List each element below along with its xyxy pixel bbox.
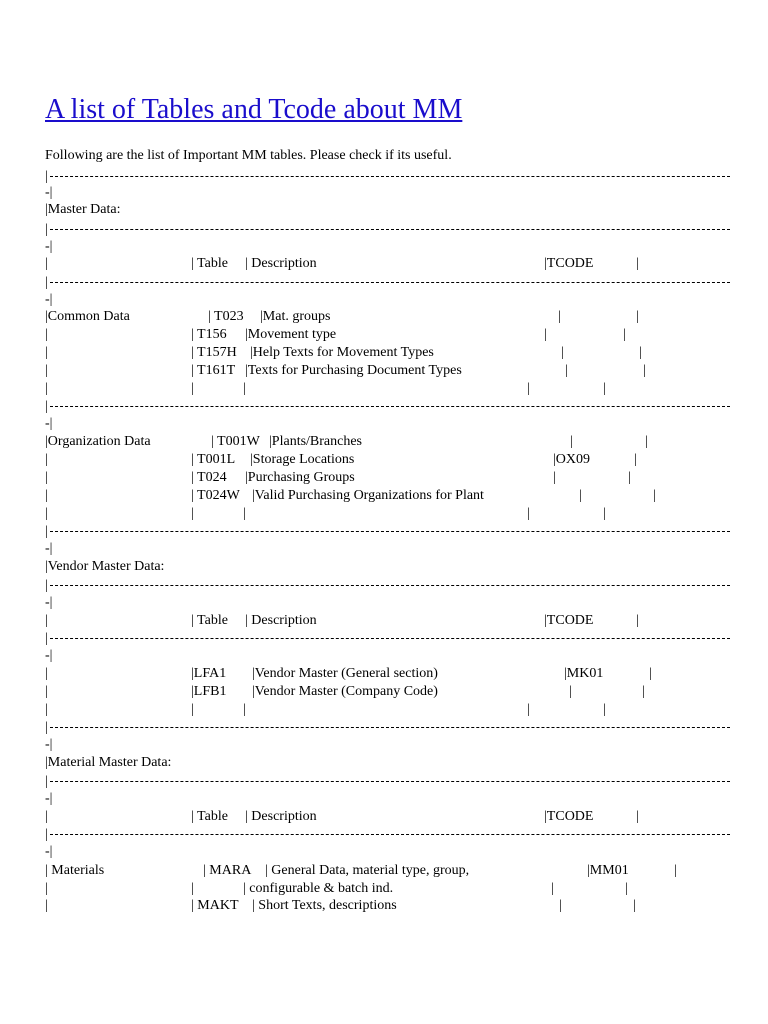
table-cell: | T157H	[191, 345, 237, 360]
table-cell: |LFB1	[191, 684, 227, 699]
separator-start: |	[45, 222, 48, 237]
separator-start: |	[45, 720, 48, 735]
table-cell: | Materials	[45, 863, 105, 878]
table-cell: |Material Master Data:	[45, 755, 172, 770]
table-cell: |	[570, 434, 573, 449]
table-cell: | T024	[191, 470, 227, 485]
table-cell: |	[559, 898, 562, 913]
table-cell: |	[569, 684, 572, 699]
table-cell: |Vendor Master (General section)	[252, 666, 438, 681]
separator-end	[45, 415, 730, 433]
separator-end-text: -|	[45, 292, 53, 307]
dashed-separator	[45, 398, 730, 416]
table-row	[45, 558, 730, 576]
table-cell: | MARA	[203, 863, 252, 878]
table-cell: |	[45, 881, 48, 896]
separator-start: |	[45, 275, 48, 290]
separator-rule	[50, 282, 730, 283]
table-cell: |	[243, 506, 246, 521]
table-cell: |	[633, 898, 636, 913]
table-cell: |Vendor Master Data:	[45, 559, 165, 574]
dashed-separator	[45, 630, 730, 648]
table-cell: |	[527, 381, 530, 396]
separator-end-text: -|	[45, 737, 53, 752]
table-cell: | T156	[191, 327, 227, 342]
table-cell: | T001L	[191, 452, 236, 467]
table-cell: |	[45, 702, 48, 717]
table-cell: |	[45, 898, 48, 913]
separator-end-text: -|	[45, 185, 53, 200]
table-cell: |	[645, 434, 648, 449]
separator-end-text: -|	[45, 541, 53, 556]
table-cell: |	[565, 363, 568, 378]
separator-rule	[50, 834, 730, 835]
table-cell: |	[45, 470, 48, 485]
separator-rule	[50, 406, 730, 407]
table-cell: |Common Data	[45, 309, 130, 324]
table-cell: | Table	[191, 613, 228, 628]
table-cell: |	[45, 327, 48, 342]
table-cell: |	[191, 506, 194, 521]
table-cell: |Storage Locations	[250, 452, 355, 467]
table-row	[45, 754, 730, 772]
table-cell: |	[45, 488, 48, 503]
separator-end-text: -|	[45, 844, 53, 859]
table-cell: |Mat. groups	[260, 309, 331, 324]
table-cell: |	[191, 881, 194, 896]
table-cell: |	[45, 613, 48, 628]
dashed-separator	[45, 826, 730, 844]
intro-text: Following are the list of Important MM tables. Please check if its useful.	[45, 148, 452, 163]
table-row	[45, 255, 730, 273]
table-cell: |	[558, 309, 561, 324]
table-cell: |	[636, 309, 639, 324]
table-cell: | Description	[245, 613, 317, 628]
table-cell: |	[653, 488, 656, 503]
table-cell: | T023	[208, 309, 244, 324]
table-cell: |	[603, 381, 606, 396]
separator-start: |	[45, 169, 48, 184]
separator-rule	[50, 229, 730, 230]
dashed-separator	[45, 221, 730, 239]
table-cell: |	[603, 702, 606, 717]
table-cell: | General Data, material type, group,	[265, 863, 470, 878]
table-cell: |	[643, 363, 646, 378]
dashed-separator	[45, 773, 730, 791]
table-cell: |TCODE	[544, 613, 594, 628]
table-cell: |Organization Data	[45, 434, 151, 449]
table-cell: |LFA1	[191, 666, 227, 681]
table-row	[45, 665, 730, 683]
table-cell: |	[45, 452, 48, 467]
table-cell: |	[45, 363, 48, 378]
table-cell: |	[634, 452, 637, 467]
table-cell: | T024W	[191, 488, 240, 503]
dashed-separator	[45, 719, 730, 737]
separator-start: |	[45, 524, 48, 539]
table-cell: |	[649, 666, 652, 681]
table-row	[45, 862, 730, 880]
table-cell: |	[674, 863, 677, 878]
table-cell: |	[243, 381, 246, 396]
table-cell: | MAKT	[191, 898, 239, 913]
separator-rule	[50, 531, 730, 532]
table-cell: | Table	[191, 809, 228, 824]
table-row	[45, 344, 730, 362]
table-cell: |	[45, 506, 48, 521]
dashed-separator	[45, 577, 730, 595]
separator-rule	[50, 585, 730, 586]
table-cell: |	[636, 613, 639, 628]
table-cell: | configurable & batch ind.	[243, 881, 394, 896]
table-cell: |	[551, 881, 554, 896]
table-cell: |MK01	[564, 666, 604, 681]
separator-rule	[50, 781, 730, 782]
table-cell: | Description	[245, 809, 317, 824]
table-row	[45, 308, 730, 326]
table-cell: |	[561, 345, 564, 360]
table-row	[45, 487, 730, 505]
table-cell: |	[45, 809, 48, 824]
table-cell: |	[642, 684, 645, 699]
separator-end	[45, 594, 730, 612]
table-cell: |Purchasing Groups	[245, 470, 355, 485]
table-cell: |	[623, 327, 626, 342]
table-cell: |MM01	[587, 863, 629, 878]
separator-rule	[50, 638, 730, 639]
table-cell: |Master Data:	[45, 202, 121, 217]
table-cell: |	[636, 809, 639, 824]
table-cell: |	[603, 506, 606, 521]
separator-end	[45, 736, 730, 754]
table-cell: | Short Texts, descriptions	[252, 898, 397, 913]
table-cell: |TCODE	[544, 256, 594, 271]
table-row	[45, 683, 730, 701]
table-row	[45, 362, 730, 380]
table-cell: |	[45, 345, 48, 360]
dashed-separator	[45, 274, 730, 292]
table-row	[45, 880, 730, 898]
table-cell: | Table	[191, 256, 228, 271]
table-cell: |TCODE	[544, 809, 594, 824]
table-row	[45, 201, 730, 219]
separator-end-text: -|	[45, 416, 53, 431]
table-cell: |	[544, 327, 547, 342]
table-cell: |	[191, 702, 194, 717]
separator-start: |	[45, 578, 48, 593]
separator-rule	[50, 176, 730, 177]
table-row	[45, 451, 730, 469]
table-row	[45, 505, 730, 523]
table-cell: |	[191, 381, 194, 396]
separator-start: |	[45, 631, 48, 646]
separator-end-text: -|	[45, 791, 53, 806]
table-cell: |Movement type	[245, 327, 337, 342]
table-cell: |	[45, 666, 48, 681]
dashed-separator	[45, 523, 730, 541]
separator-start: |	[45, 827, 48, 842]
table-cell: |	[243, 702, 246, 717]
table-row	[45, 380, 730, 398]
table-cell: |	[625, 881, 628, 896]
separator-end	[45, 843, 730, 861]
table-cell: |Texts for Purchasing Document Types	[245, 363, 462, 378]
table-cell: |	[45, 684, 48, 699]
table-cell: |Help Texts for Movement Types	[250, 345, 434, 360]
table-cell: |	[636, 256, 639, 271]
separator-end	[45, 291, 730, 309]
separator-end	[45, 790, 730, 808]
separator-end	[45, 647, 730, 665]
table-cell: |OX09	[553, 452, 591, 467]
table-cell: |	[45, 381, 48, 396]
separator-start: |	[45, 774, 48, 789]
table-cell: |	[527, 702, 530, 717]
table-row	[45, 469, 730, 487]
table-cell: |	[45, 256, 48, 271]
table-row	[45, 326, 730, 344]
table-cell: | T161T	[191, 363, 236, 378]
table-row	[45, 433, 730, 451]
table-cell: | T001W	[211, 434, 260, 449]
separator-end	[45, 184, 730, 202]
table-row	[45, 701, 730, 719]
separator-start: |	[45, 399, 48, 414]
separator-end-text: -|	[45, 648, 53, 663]
table-cell: |	[579, 488, 582, 503]
separator-end-text: -|	[45, 595, 53, 610]
table-row	[45, 808, 730, 826]
table-cell: |Plants/Branches	[269, 434, 363, 449]
table-cell: |Vendor Master (Company Code)	[252, 684, 438, 699]
table-cell: | Description	[245, 256, 317, 271]
table-cell: |	[527, 506, 530, 521]
table-cell: |	[628, 470, 631, 485]
page-title-link[interactable]: A list of Tables and Tcode about MM	[45, 94, 463, 125]
separator-end-text: -|	[45, 239, 53, 254]
table-row	[45, 612, 730, 630]
separator-end	[45, 238, 730, 256]
table-cell: |Valid Purchasing Organizations for Plant	[252, 488, 484, 503]
table-cell: |	[639, 345, 642, 360]
table-row	[45, 897, 730, 915]
separator-rule	[50, 727, 730, 728]
separator-end	[45, 540, 730, 558]
table-cell: |	[553, 470, 556, 485]
